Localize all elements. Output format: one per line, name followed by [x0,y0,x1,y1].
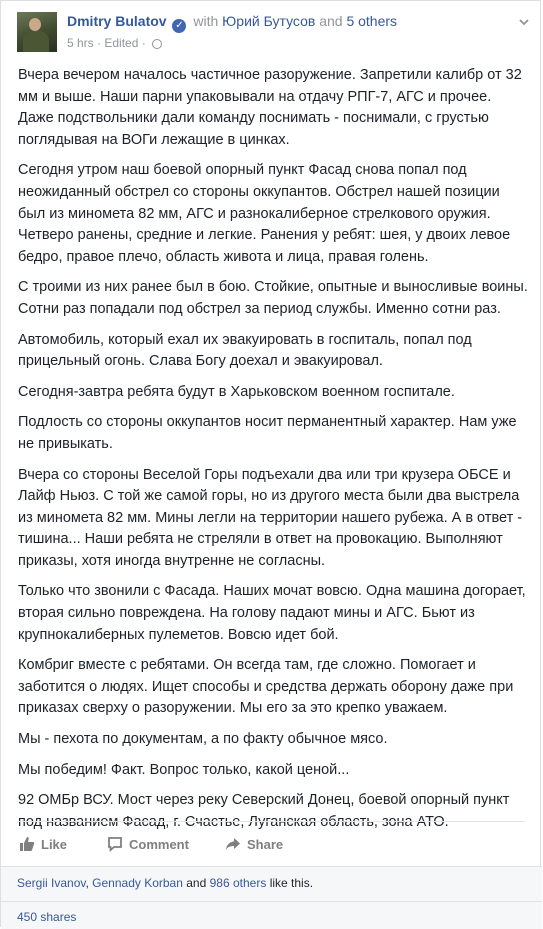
post-meta [67,35,162,51]
post-paragraph: С троими из них ранее был в бою. Стойкие, опытные и выносливые воины. Сотни раз попадали под обстрел за период службы. Именно сотни раз. [18,279,528,317]
post-paragraph: Вчера со стороны Веселой Горы подъехали два или три крузера ОБСЕ и Лайф Ньюз. С той же самой горы, но из другого места были два выстрела из миномета 82 мм. Мины легли на территории нашего рубежа. А в ответ - тишина... Наши ребята не стреляли в ответ на провокацию. Выполняют приказы, хотя иногда внутренне не согласны. [18,466,523,569]
avatar-body [23,31,49,52]
post-paragraph: Сегодня-завтра ребята будут в Харьковском военном госпитале. [18,383,455,400]
tagged-others-link[interactable]: 5 others [346,13,398,29]
liker-link[interactable]: Sergii Ivanov [17,876,86,890]
liker-link[interactable]: Gennady Korban [92,876,183,890]
verified-badge-icon: ✓ [172,19,186,33]
likes-summary [1,866,542,901]
post-paragraph: Автомобиль, который ехал их эвакуировать в госпиталь, попал под прицельный огонь. Слава Богу доехал и эвакуировал. [18,331,472,370]
likes-and: and [186,876,207,890]
shares-summary [1,901,542,929]
public-globe-icon [152,39,162,49]
post-paragraph: Сегодня утром наш боевой опорный пункт Фасад снова попал под неожиданный обстрел со стороны оккупантов. Обстрел нашей позиции был из миномета 82 мм, АГС и разнокалиберное стрелкового оружия. Четверо ранены, средние и легкие. Ранения у ребят: шея, у двоих левое бедро, правое плечо, область живота и лица, правая голень. [18,162,511,265]
likes-others-link[interactable]: 986 others [209,876,267,890]
share-arrow-icon [225,836,241,852]
author-avatar[interactable] [17,12,57,52]
post-paragraph: Мы победим! Факт. Вопрос только, какой ценой... [18,761,350,778]
meta-separator: · [97,36,102,50]
like-button[interactable] [19,836,67,853]
comment-button[interactable] [107,836,189,853]
meta-separator-2: · [141,36,146,50]
tagged-person-link[interactable]: Юрий Бутусов [222,13,316,29]
avatar-head [29,18,41,31]
post-actions-bar [17,821,525,866]
shares-count-link[interactable]: 450 shares [17,910,77,924]
comment-bubble-icon [107,836,123,852]
thumbs-up-icon [19,836,35,852]
share-label: Share [247,837,284,852]
and-label: and [319,13,343,29]
post-timestamp[interactable]: 5 hrs [67,36,94,50]
share-button[interactable] [225,836,283,853]
post-paragraph: Мы - пехота по документам, а по факту обычное мясо. [18,731,388,748]
post-options-chevron-icon[interactable] [517,15,531,29]
comment-label: Comment [129,837,189,852]
post-paragraph: Вчера вечером началось частичное разоружение. Запретили калибр от 32 мм и выше. Наши парни упаковывали на отдачу РПГ-7, АГС и прочее. Даже подствольники дали команду поснимать - поснимали, с грустью поглядывая на ВОГи лежащие в цинках. [18,67,522,148]
likes-text [17,876,313,890]
likes-suffix: like this. [269,876,314,890]
post-paragraph: Комбриг вместе с ребятами. Он всегда там, где сложно. Помогает и заботится о людях. Ищет способы и средства держать оборону даже при приказах сверху о разоружении. Мы его за это крепко уважаем. [18,657,514,717]
like-label: Like [41,837,68,852]
author-name[interactable]: Dmitry Bulatov [67,13,167,29]
author-line [67,12,397,33]
post-paragraph: 92 ОМБр ВСУ. Мост через реку Северский Донец, боевой опорный пункт под названием Фасад, г. Счастье, Луганская область, зона АТО. [18,792,510,830]
post-paragraph: Только что звонили с Фасада. Наших мочат вовсю. Одна машина догорает, вторая сильно повреждена. На голову падают мины и АГС. Бьют из крупнокалиберных пулеметов. Вовсю идет бой. [18,583,526,643]
post-header [1,1,542,61]
likes-comma: , [85,876,89,890]
post-paragraph: Подлость со стороны оккупантов носит перманентный характер. Нам уже не привыкать. [18,414,517,452]
post-text [18,65,528,842]
with-label: with [193,13,219,29]
edited-label[interactable]: Edited [104,36,139,50]
